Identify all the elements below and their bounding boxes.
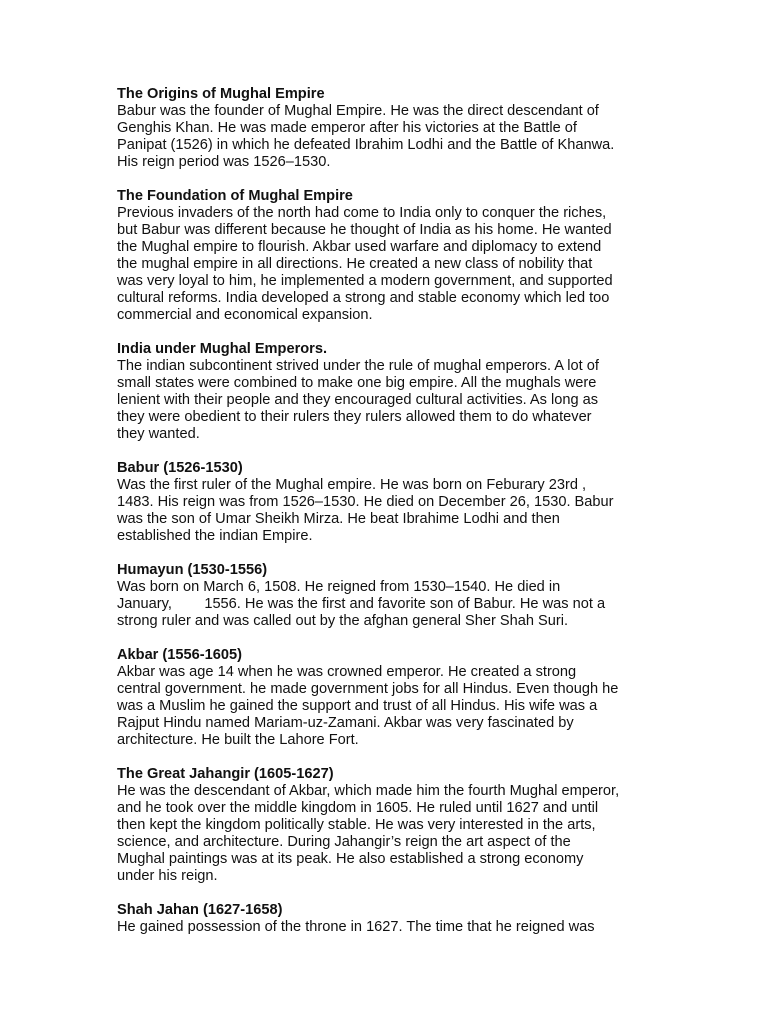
document-page: [117, 86, 647, 953]
paragraph-line: the mughal empire in all directions. He created a new class of nobility that: [117, 256, 593, 272]
section-india-under-mughals: [117, 341, 647, 443]
section-humayun: [117, 562, 647, 630]
paragraph-line: was a Muslim he gained the support and trust of all Hindus. His wife was a: [117, 698, 598, 714]
paragraph-line: they wanted.: [117, 426, 200, 442]
paragraph-line: Panipat (1526) in which he defeated Ibrahim Lodhi and the Battle of Khanwa.: [117, 137, 615, 153]
section-heading: The Foundation of Mughal Empire: [117, 188, 353, 204]
paragraph-line: The indian subcontinent strived under the rule of mughal emperors. A lot of: [117, 358, 599, 374]
paragraph-line: central government. he made government jobs for all Hindus. Even though he: [117, 681, 619, 697]
paragraph-line: Mughal paintings was at its peak. He also established a strong economy: [117, 851, 584, 867]
paragraph-line: Previous invaders of the north had come to India only to conquer the riches,: [117, 205, 607, 221]
paragraph-line: lenient with their people and they encouraged cultural activities. As long as: [117, 392, 599, 408]
paragraph-line: small states were combined to make one big empire. All the mughals were: [117, 375, 597, 391]
section-foundation: [117, 188, 647, 324]
section-heading: Akbar (1556-1605): [117, 647, 242, 663]
section-origins: [117, 86, 647, 171]
paragraph-line: cultural reforms. India developed a strong and stable economy which led too: [117, 290, 610, 306]
paragraph-line: He gained possession of the throne in 1627. The time that he reigned was: [117, 919, 595, 935]
paragraph-line: was the son of Umar Sheikh Mirza. He beat Ibrahime Lodhi and then: [117, 511, 560, 527]
paragraph-line: the Mughal empire to flourish. Akbar used warfare and diplomacy to extend: [117, 239, 602, 255]
paragraph-line: but Babur was different because he thought of India as his home. He wanted: [117, 222, 612, 238]
paragraph-line: Was born on March 6, 1508. He reigned from 1530–1540. He died in: [117, 579, 561, 595]
section-heading: Shah Jahan (1627-1658): [117, 902, 283, 918]
section-heading: The Origins of Mughal Empire: [117, 86, 325, 102]
paragraph-line: science, and architecture. During Jahangir’s reign the art aspect of the: [117, 834, 571, 850]
paragraph-line: commercial and economical expansion.: [117, 307, 373, 323]
section-heading: India under Mughal Emperors.: [117, 341, 328, 357]
section-shah-jahan: [117, 902, 647, 936]
paragraph-line: then kept the kingdom politically stable. He was very interested in the arts,: [117, 817, 596, 833]
section-heading: Babur (1526-1530): [117, 460, 243, 476]
paragraph-line: January, 1556. He was the first and favorite son of Babur. He was not a: [117, 596, 606, 612]
section-heading: Humayun (1530-1556): [117, 562, 268, 578]
paragraph-line: and he took over the middle kingdom in 1605. He ruled until 1627 and until: [117, 800, 599, 816]
paragraph-line: He was the descendant of Akbar, which made him the fourth Mughal emperor,: [117, 783, 620, 799]
paragraph-line: Was the first ruler of the Mughal empire. He was born on Feburary 23rd ,: [117, 477, 587, 493]
section-akbar: [117, 647, 647, 749]
paragraph-line: strong ruler and was called out by the afghan general Sher Shah Suri.: [117, 613, 569, 629]
paragraph-line: Rajput Hindu named Mariam-uz-Zamani. Akbar was very fascinated by: [117, 715, 574, 731]
paragraph-line: Genghis Khan. He was made emperor after his victories at the Battle of: [117, 120, 577, 136]
paragraph-line: Akbar was age 14 when he was crowned emperor. He created a strong: [117, 664, 577, 680]
section-jahangir: [117, 766, 647, 885]
paragraph-line: 1483. His reign was from 1526–1530. He died on December 26, 1530. Babur: [117, 494, 614, 510]
paragraph-line: His reign period was 1526–1530.: [117, 154, 331, 170]
paragraph-line: was very loyal to him, he implemented a modern government, and supported: [117, 273, 613, 289]
paragraph-line: under his reign.: [117, 868, 218, 884]
paragraph-line: they were obedient to their rulers they rulers allowed them to do whatever: [117, 409, 592, 425]
section-babur: [117, 460, 647, 545]
paragraph-line: established the indian Empire.: [117, 528, 313, 544]
section-heading: The Great Jahangir (1605-1627): [117, 766, 334, 782]
paragraph-line: architecture. He built the Lahore Fort.: [117, 732, 359, 748]
paragraph-line: Babur was the founder of Mughal Empire. He was the direct descendant of: [117, 103, 599, 119]
